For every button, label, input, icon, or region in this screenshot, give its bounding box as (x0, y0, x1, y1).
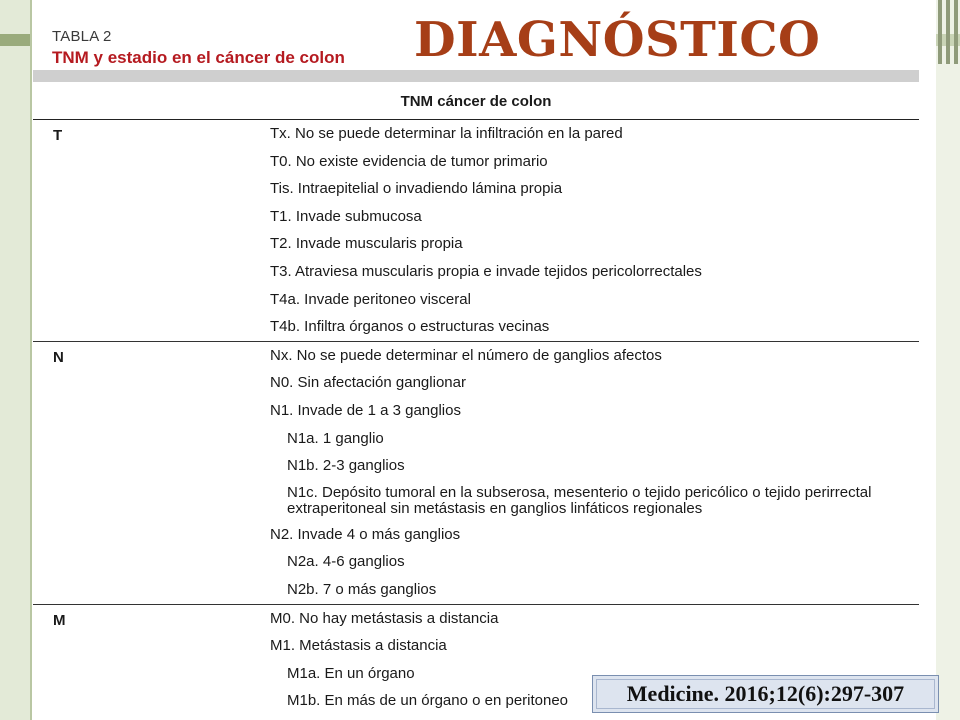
table-row: N1. Invade de 1 a 3 ganglios (270, 401, 461, 419)
section-label: N (53, 348, 64, 366)
slide-title: DIAGNÓSTICO (414, 12, 821, 68)
left-margin-band (0, 0, 30, 720)
table-row: T0. No existe evidencia de tumor primario (270, 152, 548, 170)
table-row: T3. Atraviesa muscularis propia e invade tejidos pericolorrectales (270, 262, 702, 280)
section-label: M (53, 611, 66, 629)
table-row: N2b. 7 o más ganglios (287, 580, 437, 598)
right-margin-bar (954, 0, 958, 64)
table-number: TABLA 2 (52, 28, 112, 45)
left-margin-line (30, 0, 32, 720)
table-row: N2. Invade 4 o más ganglios (270, 525, 461, 543)
table-top-bar (33, 70, 919, 82)
tnm-table (33, 83, 919, 715)
table-row: Nx. No se puede determinar el número de ganglios afectos (270, 346, 662, 364)
table-heading: TNM cáncer de colon (33, 83, 919, 120)
left-margin-accent (0, 34, 30, 46)
table-row: Tis. Intraepitelial o invadiendo lámina propia (270, 180, 563, 198)
section-n (33, 342, 919, 605)
table-row: T2. Invade muscularis propia (270, 235, 463, 253)
right-margin-bar (938, 0, 942, 64)
table-row: N0. Sin afectación ganglionar (270, 374, 466, 392)
section-label: T (53, 127, 63, 144)
table-row-line: extraperitoneal sin metástasis en ganglios linfáticos regionales (287, 499, 703, 517)
right-margin-band (936, 0, 960, 720)
table-row (270, 480, 919, 521)
section-t (33, 120, 919, 342)
table-row: T4b. Infiltra órganos o estructuras vecinas (270, 318, 550, 336)
citation-box: Medicine. 2016;12(6):297-307 (592, 675, 939, 713)
table-row: T1. Invade submucosa (270, 207, 422, 225)
table-row: N1b. 2-3 ganglios (287, 457, 405, 475)
table-row-line: N1c. Depósito tumoral en la subserosa, mesenterio o tejido pericólico o tejido perirrectal (287, 483, 872, 501)
table-row: T4a. Invade peritoneo visceral (270, 290, 471, 308)
table-row: M1b. En más de un órgano o en peritoneo (287, 692, 569, 710)
table-row: M1. Metástasis a distancia (270, 637, 447, 655)
table-row: M0. No hay metástasis a distancia (270, 609, 499, 627)
table-caption: TNM y estadio en el cáncer de colon (52, 48, 345, 67)
right-margin-bar (946, 0, 950, 64)
table-row: N2a. 4-6 ganglios (287, 553, 405, 571)
table-row: N1a. 1 ganglio (287, 429, 384, 447)
table-row: Tx. No se puede determinar la infiltración en la pared (270, 125, 623, 142)
table-row: M1a. En un órgano (287, 664, 415, 682)
